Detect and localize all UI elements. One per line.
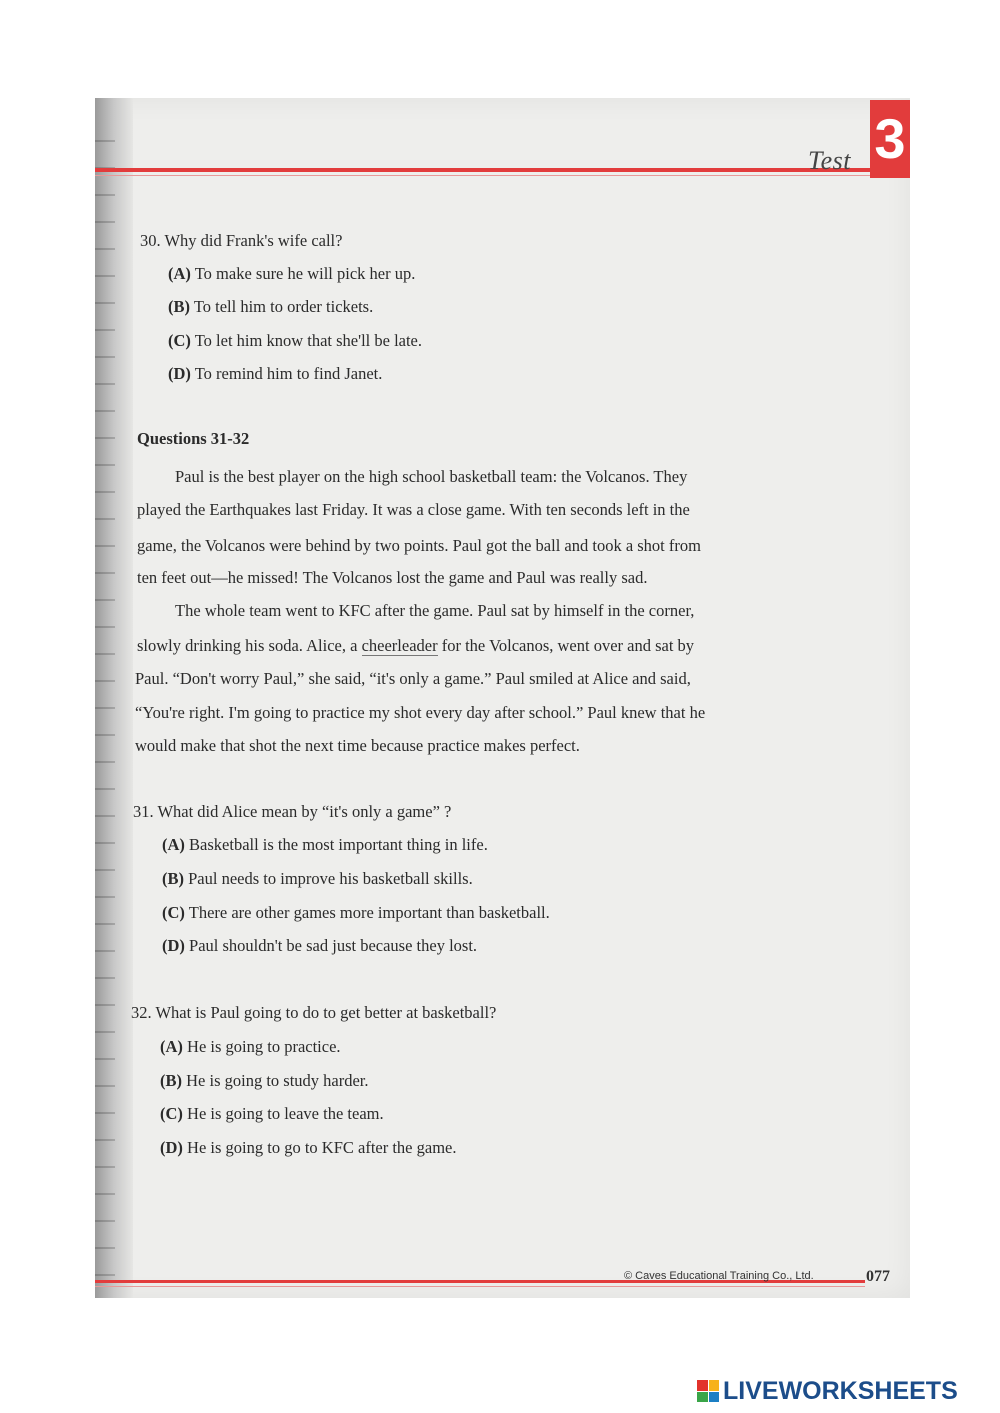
header-rule — [95, 168, 870, 172]
q31-option-c: (C) There are other games more important than basketball. — [162, 903, 550, 922]
question-32: 32. What is Paul going to do to get better at basketball? — [131, 1003, 497, 1022]
liveworksheets-logo — [697, 1378, 958, 1404]
q32-option-a: (A) He is going to practice. — [160, 1037, 341, 1056]
liveworksheets-logo-icon — [697, 1380, 719, 1402]
q31-option-a: (A) Basketball is the most important thing in life. — [162, 835, 488, 854]
q30-option-b: (B) To tell him to order tickets. — [168, 297, 374, 316]
binding-marks — [95, 140, 115, 1290]
test-number-badge: 3 — [870, 100, 910, 178]
passage-line-9: would make that shot the next time because practice makes perfect. — [135, 736, 580, 755]
cheerleader-underlined-word: cheerleader — [361, 636, 438, 655]
passage-line-3: game, the Volcanos were behind by two points. Paul got the ball and took a shot from — [137, 536, 701, 555]
q31-option-d: (D) Paul shouldn't be sad just because they lost. — [162, 936, 478, 955]
question-30: 30. Why did Frank's wife call? — [140, 231, 343, 250]
logo-square-red — [697, 1380, 708, 1391]
passage-line-2: played the Earthquakes last Friday. It was a close game. With ten seconds left in the — [137, 500, 690, 519]
page-number: 077 — [866, 1268, 890, 1285]
passage-heading: Questions 31-32 — [137, 429, 250, 448]
question-31: 31. What did Alice mean by “it's only a game” ? — [133, 802, 452, 821]
logo-square-yellow — [709, 1380, 720, 1391]
q31-option-b: (B) Paul needs to improve his basketball skills. — [162, 869, 473, 888]
logo-square-green — [697, 1392, 708, 1403]
q32-option-b: (B) He is going to study harder. — [160, 1071, 369, 1090]
passage-line-4: ten feet out—he missed! The Volcanos lost the game and Paul was really sad. — [137, 568, 648, 587]
liveworksheets-wordmark: LIVEWORKSHEETS — [723, 1376, 958, 1405]
q30-option-c: (C) To let him know that she'll be late. — [168, 331, 423, 350]
q32-option-c: (C) He is going to leave the team. — [160, 1104, 384, 1123]
q30-option-a: (A) To make sure he will pick her up. — [168, 264, 416, 283]
logo-square-blue — [709, 1392, 720, 1403]
footer-rule-thin — [95, 1286, 865, 1287]
copyright-notice: © Caves Educational Training Co., Ltd. — [624, 1270, 814, 1282]
passage-line-1: Paul is the best player on the high school basketball team: the Volcanos. They — [175, 467, 688, 486]
passage-line-7: Paul. “Don't worry Paul,” she said, “it's only a game.” Paul smiled at Alice and said, — [135, 669, 691, 688]
test-label: Test — [808, 146, 851, 175]
passage-line-8: “You're right. I'm going to practice my shot every day after school.” Paul knew that he — [135, 703, 706, 722]
header-rule-thin — [95, 175, 870, 176]
passage-line-5: The whole team went to KFC after the game. Paul sat by himself in the corner, — [175, 601, 695, 620]
q30-option-d: (D) To remind him to find Janet. — [168, 364, 383, 383]
q32-option-d: (D) He is going to go to KFC after the game. — [160, 1138, 457, 1157]
passage-line-6: slowly drinking his soda. Alice, a cheerleader for the Volcanos, went over and sat by — [137, 636, 695, 655]
